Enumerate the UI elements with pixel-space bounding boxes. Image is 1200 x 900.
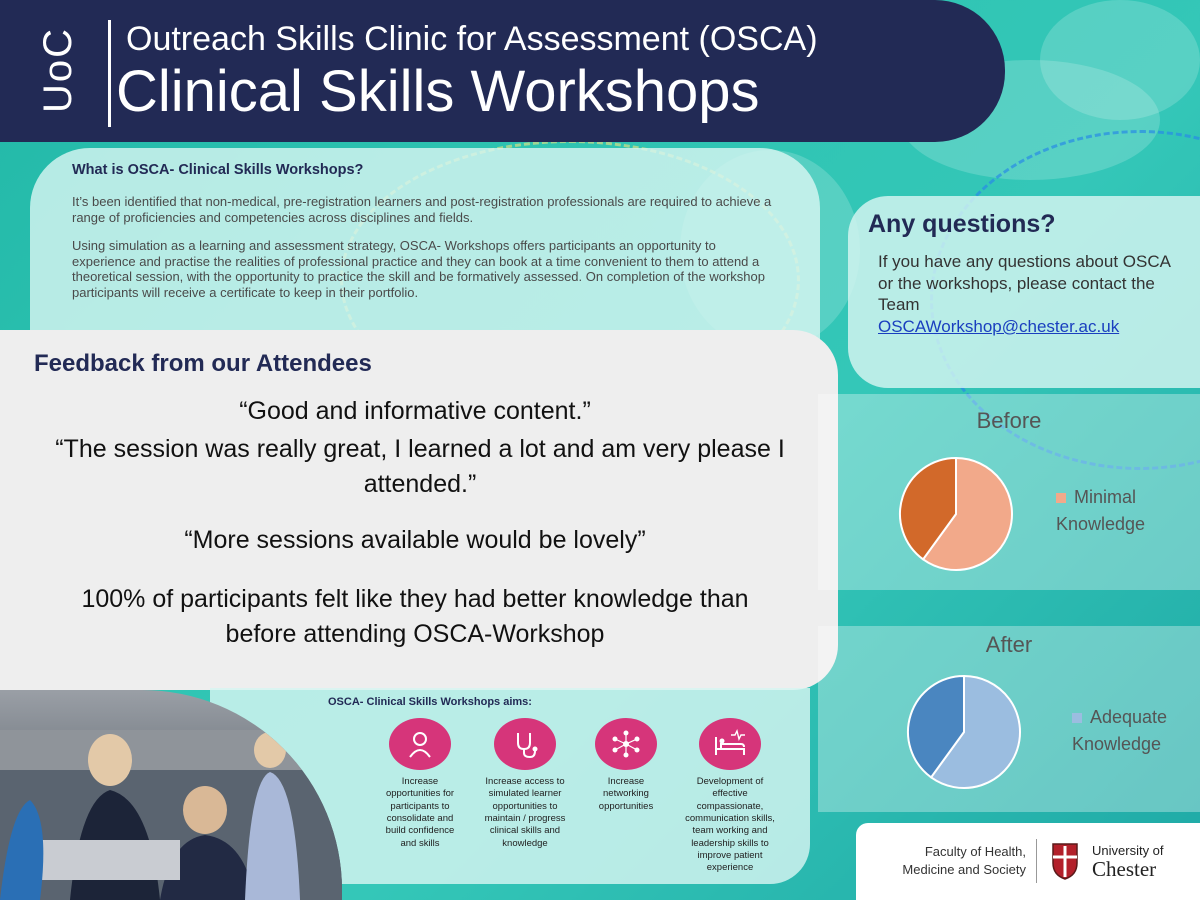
- hospital-bed-icon: [699, 718, 761, 770]
- after-legend: [1072, 704, 1192, 758]
- before-chart-title: Before: [976, 408, 1042, 433]
- page-title: Clinical Skills Workshops: [116, 59, 760, 124]
- after-pie-chart: [904, 672, 1024, 792]
- after-legend-label: Adequate Knowledge: [1072, 707, 1168, 754]
- network-icon: [595, 718, 657, 770]
- feedback-quote-2: “The session was really great, I learned a lot and am very please I attended.”: [55, 435, 785, 498]
- questions-body: [868, 251, 1188, 337]
- feedback-heading: Feedback from our Attendees: [34, 350, 372, 377]
- aim-text-3: Increase networking opportunities: [598, 776, 654, 812]
- intro-panel: [30, 148, 820, 348]
- faculty-line-2: Medicine and Society: [902, 861, 1026, 877]
- university-line-2: Chester: [1092, 857, 1157, 881]
- aim-item-4: [680, 718, 780, 875]
- after-chart-panel: [818, 626, 1200, 812]
- after-legend-swatch: [1072, 713, 1082, 723]
- aim-text-1: Increase opportunities for participants to consolidate and build confidence and skills: [385, 776, 455, 849]
- intro-heading: What is OSCA- Clinical Skills Workshops?: [72, 162, 364, 178]
- person-icon: [389, 718, 451, 770]
- aim-item-2: [482, 718, 568, 850]
- crest-icon: [1050, 841, 1080, 881]
- feedback-stat: 100% of participants felt like they had better knowledge than before attending OSCA-Workshop: [81, 585, 749, 648]
- university-footer-logo: [856, 823, 1200, 900]
- feedback-quote-1: “Good and informative content.”: [239, 397, 591, 425]
- footer-divider: [1036, 839, 1037, 883]
- intro-paragraph-1: It’s been identified that non-medical, pre-registration learners and post-registration professionals are required to achieve a range of proficiencies and competencies across disciplines and fields.: [72, 194, 772, 225]
- aim-item-1: [380, 718, 460, 850]
- questions-text: If you have any questions about OSCA or the workshops, please contact the Team: [878, 252, 1171, 315]
- before-legend: [1056, 484, 1186, 538]
- header-divider: [108, 20, 111, 127]
- after-chart-title: After: [985, 632, 1033, 657]
- aim-text-4: Development of effective compassionate, communication skills, team working and leadership skills to improve patient experience: [685, 776, 775, 874]
- header-subtitle: Outreach Skills Clinic for Assessment (OSCA): [126, 20, 818, 58]
- header-banner: [0, 0, 1005, 142]
- university-line-1: University of: [1092, 843, 1164, 858]
- feedback-quote-3: “More sessions available would be lovely”: [184, 526, 646, 554]
- feedback-panel: [0, 330, 838, 690]
- aim-text-2: Increase access to simulated learner opportunities to maintain / progress clinical skills and knowledge: [484, 776, 566, 849]
- questions-panel: [848, 196, 1200, 388]
- intro-paragraph-2: Using simulation as a learning and assessment strategy, OSCA- Workshops offers participants an opportunity to experience and practise the realities of professional practice and they can book at a time convenient to them to attend a theoretical session, with the opportunity to practice the skill and be formatively assessed. On completion of the workshop participants will receive a certificate to keep in their portfolio.: [72, 238, 765, 300]
- before-legend-label: Minimal Knowledge: [1056, 487, 1146, 534]
- faculty-name: [886, 843, 1026, 878]
- contact-email-link[interactable]: OSCAWorkshop@chester.ac.uk: [878, 316, 1120, 336]
- faculty-line-1: Faculty of Health,: [924, 844, 1026, 859]
- stethoscope-icon: [494, 718, 556, 770]
- aim-item-3: [590, 718, 662, 813]
- aims-heading: OSCA- Clinical Skills Workshops aims:: [328, 696, 532, 708]
- university-logo-text: UoC: [35, 26, 80, 114]
- before-pie-chart: [896, 454, 1016, 574]
- before-legend-swatch: [1056, 493, 1066, 503]
- questions-heading: Any questions?: [868, 210, 1056, 238]
- background-circle: [1040, 0, 1200, 120]
- before-chart-panel: [818, 394, 1200, 590]
